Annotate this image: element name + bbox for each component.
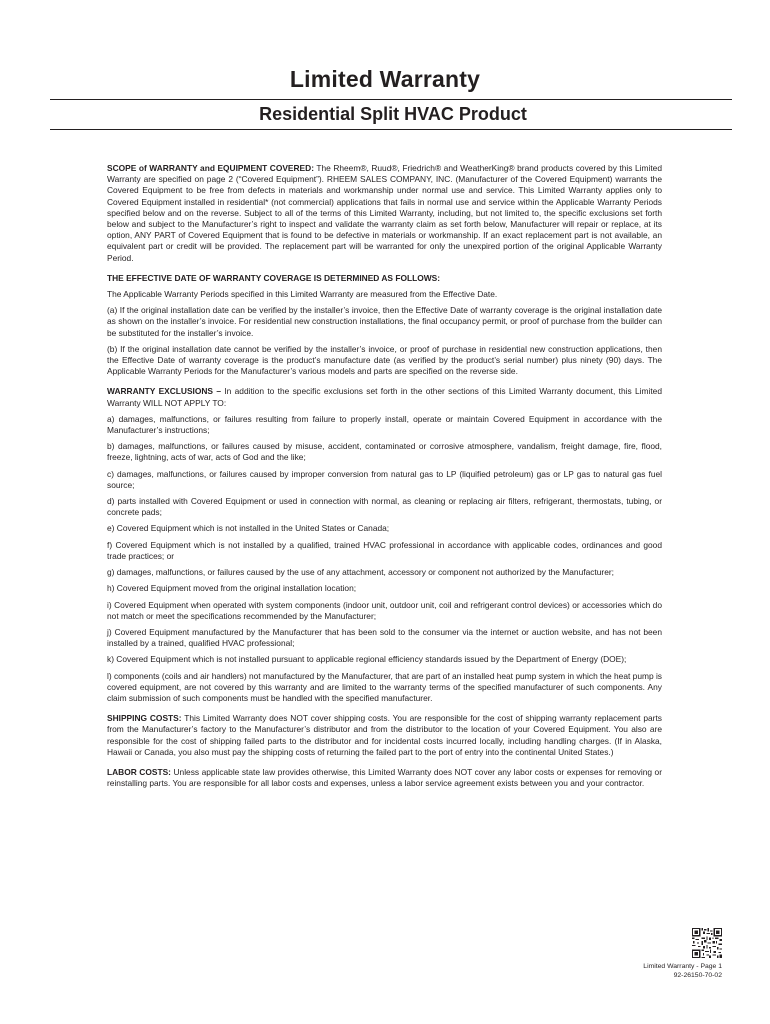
scope-text: The Rheem®, Ruud®, Friedrich® and WeatherKing® brand products covered by this Limited Warranty are specified on page 2 (“Covered Equipment”). RHEEM SALES COMPANY, INC. (Manufacturer of the Covered Equipment) warrants the Covered Equipment to be free from defects in materials and workmanship under normal use and service. This Limited Warranty applies only to Covered Equipment installed in residential* (not commercial) applications that fails in normal use and service within the Applicable Warranty Periods specified below and on the reverse. Subject to all of the terms of this Limited Warranty, including, but not limited to, the specific exclusions set forth below and subject to the Manufacturer’s right to inspect and validate the warranty claim as set forth below, Manufacturer will repair or replace, at its option, ANY PART of Covered Equipment that is found to be defective in materials or workmanship. If an exact replacement part is not available, an equivalent part or credit will be provided. The replacement part will be warranted for only the unexpired portion of the original Applicable Warranty Period. [107, 163, 662, 263]
shipping-heading: SHIPPING COSTS: [107, 713, 182, 724]
exclusion-item: j) Covered Equipment manufactured by the Manufacturer that has been sold to the consumer via the internet or auction website, and has not been installed by a trained, qualified HVAC professional; [107, 626, 662, 649]
effective-date-heading: THE EFFECTIVE DATE OF WARRANTY COVERAGE IS DETERMINED AS FOLLOWS: [107, 272, 440, 283]
title-rule-top [50, 99, 732, 100]
labor-section [107, 767, 662, 789]
effective-date-a: (a) If the original installation date can be verified by the installer’s invoice, then the Effective Date of warranty coverage is the original installation date as shown on the installer’s invoice. For residential new construction installations, the final occupancy permit, or proof of purchase from the builder can be substituted for the installer’s invoice. [107, 305, 662, 338]
page-footer [643, 962, 722, 980]
shipping-text: This Limited Warranty does NOT cover shipping costs. You are responsible for the cost of shipping warranty replacement parts from the Manufacturer’s factory to the Manufacturer’s distributor and from the distributor to the location of your Covered Equipment. You also are responsible for the cost of shipping failed parts to the distributor and for incidental costs incurred locally, including handling charges. (If in Alaska, Hawaii or Canada, you also must pay the shipping costs of returning the failed part to the port of entry into the continental United States.) [107, 713, 662, 757]
exclusion-item: k) Covered Equipment which is not installed pursuant to applicable regional efficiency standards issued by the Department of Energy (DOE); [107, 654, 627, 665]
exclusion-item: h) Covered Equipment moved from the original installation location; [107, 583, 357, 594]
exclusion-item: e) Covered Equipment which is not installed in the United States or Canada; [107, 523, 390, 534]
warranty-body [107, 163, 662, 794]
exclusions-intro-text: In addition to the specific exclusions set forth in the other sections of this Limited Warranty document, this Limited Warranty WILL NOT APPLY TO: [107, 386, 662, 408]
footer-page-label: Limited Warranty - Page 1 [643, 963, 722, 970]
exclusion-item: a) damages, malfunctions, or failures resulting from failure to properly install, operate or maintain Covered Equipment in accordance with the Manufacturer’s instructions; [107, 413, 662, 436]
exclusion-item: b) damages, malfunctions, or failures caused by misuse, accident, contaminated or corrosive atmosphere, vandalism, freight damage, fire, flood, freeze, lightning, acts of war, acts of God and the like; [107, 441, 662, 463]
title-rule-bottom [50, 129, 732, 130]
footer-doc-number: 92-26150-70-02 [673, 972, 722, 979]
exclusion-item: f) Covered Equipment which is not installed by a qualified, trained HVAC professional in accordance with applicable codes, ordinances and good trade practices; or [107, 539, 662, 561]
page-title: Limited Warranty [289, 66, 481, 92]
scope-section [107, 163, 662, 264]
scope-heading: SCOPE of WARRANTY and EQUIPMENT COVERED: [107, 163, 314, 173]
effective-date-intro: The Applicable Warranty Periods specified in this Limited Warranty are measured from the Effective Date. [107, 289, 498, 300]
exclusions-intro [107, 386, 662, 408]
exclusion-item: c) damages, malfunctions, or failures caused by improper conversion from natural gas to LP (liquified petroleum) gas or LP gas to natural gas fuel source; [107, 468, 662, 490]
shipping-section [107, 713, 662, 758]
exclusion-item: g) damages, malfunctions, or failures caused by the use of any attachment, accessory or component not authorized by the Manufacturer; [107, 567, 614, 578]
labor-heading: LABOR COSTS: [107, 766, 171, 777]
exclusion-item: l) components (coils and air handlers) not manufactured by the Manufacturer, that are part of an installed heat pump system in which the heat pump is covered equipment, are not covered by this warranty and are limited to the warranty terms of the specified manufacturer of such components. Any claim submission of such components must be handled with the specified manufacturer. [107, 670, 662, 703]
page-subtitle: Residential Split HVAC Product [259, 104, 527, 124]
exclusions-heading: WARRANTY EXCLUSIONS – [107, 386, 221, 397]
qr-code-icon [692, 928, 722, 958]
labor-text: Unless applicable state law provides otherwise, this Limited Warranty does NOT cover any labor costs or expenses for removing or reinstalling parts. You are responsible for all labor costs and expenses, unless a labor service agreement exists between you and your contractor. [107, 766, 662, 789]
exclusion-item: d) parts installed with Covered Equipment or used in connection with normal, as cleaning or replacing air filters, refrigerant, thermostats, tubing, or concrete pads; [107, 496, 662, 518]
exclusion-item: i) Covered Equipment when operated with system components (indoor unit, outdoor unit, coil and refrigerant control devices) or accessories which do not match or meet the specifications recommended by the Manufacturer; [107, 599, 662, 621]
effective-date-b: (b) If the original installation date cannot be verified by the installer’s invoice, or proof of purchase in residential new construction applications, then the Effective Date of warranty coverage is the product’s manufacture date (as verified by the product’s serial number) plus ninety (90) days. The Applicable Warranty Periods for the Manufacturer’s various models and parts are specified on the reverse side. [107, 343, 662, 377]
